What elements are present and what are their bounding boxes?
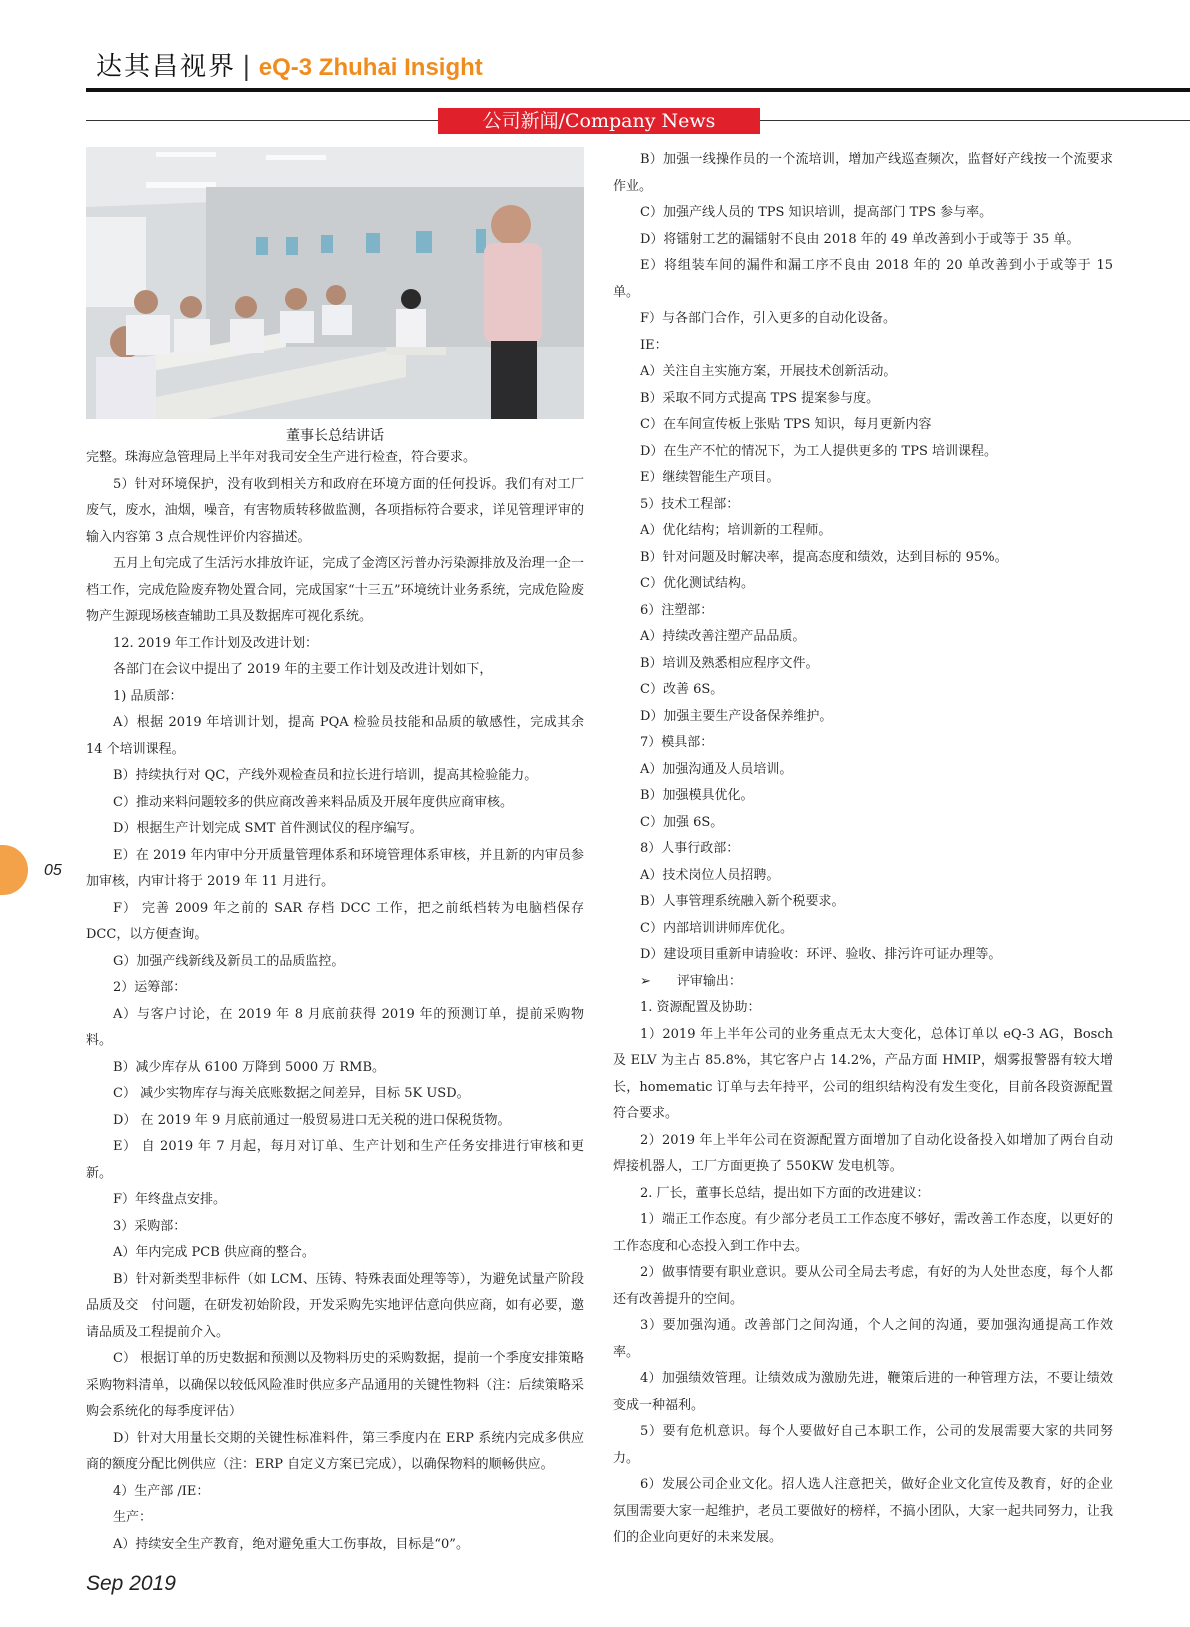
paragraph: B）加强一线操作员的一个流培训，增加产线巡查频次，监督好产线按一个流要求作业。 bbox=[613, 152, 1113, 194]
paragraph: 1）端正工作态度。有少部分老员工工作态度不够好，需改善工作态度，以更好的工作态度和心态投入到工作中去。 bbox=[613, 1212, 1113, 1254]
paragraph: A）技术岗位人员招聘。 bbox=[640, 867, 780, 883]
paragraph: A）持续安全生产教育，绝对避免重大工伤事故，目标是“0”。 bbox=[113, 1536, 469, 1552]
paragraph: B）持续执行对 QC，产线外观检查员和拉长进行培训，提高其检验能力。 bbox=[113, 768, 538, 783]
paragraph: B）减少库存从 6100 万降到 5000 万 RMB。 bbox=[113, 1059, 386, 1075]
paragraph: A）优化结构；培训新的工程师。 bbox=[640, 523, 832, 538]
paragraph: C） 减少实物库存与海关底账数据之间差异，目标 5K USD。 bbox=[113, 1086, 470, 1101]
header-rule bbox=[86, 88, 1190, 92]
paragraph: 生产： bbox=[113, 1510, 153, 1525]
paragraph: 3）要加强沟通。改善部门之间沟通，个人之间的沟通，要加强沟通提高工作效率。 bbox=[613, 1318, 1113, 1360]
paragraph: B）加强模具优化。 bbox=[640, 788, 754, 803]
paragraph: 五月上旬完成了生活污水排放许证，完成了金湾区污普办污染源排放及治理一企一档工作，完成危险废弃物处置合同，完成国家“十三五”环境统计业务系统，完成危险废物产生源现场核查辅助工具及数据库可视化系统。 bbox=[86, 556, 584, 624]
header-separator: | bbox=[242, 52, 253, 82]
paragraph: C）加强 6S。 bbox=[640, 814, 724, 830]
paragraph: E）继续智能生产项目。 bbox=[640, 470, 780, 485]
paragraph: D） 在 2019 年 9 月底前通过一般贸易进口无关税的进口保税货物。 bbox=[113, 1112, 511, 1128]
section-rule-left bbox=[86, 120, 438, 121]
magazine-header bbox=[96, 46, 483, 83]
paragraph: G）加强产线新线及新员工的品质监控。 bbox=[113, 953, 345, 969]
brand-en: eQ-3 Zhuhai Insight bbox=[258, 54, 483, 81]
page-number: 05 bbox=[44, 862, 62, 879]
paragraph: C）优化测试结构。 bbox=[640, 576, 754, 591]
paragraph: 2）2019 年上半年公司在资源配置方面增加了自动化设备投入如增加了两台自动焊接机器人，工厂方面更换了 550KW 发电机等。 bbox=[613, 1132, 1113, 1174]
paragraph: 6）注塑部： bbox=[640, 602, 714, 618]
paragraph: 2. 厂长，董事长总结，提出如下方面的改进建议： bbox=[640, 1185, 930, 1201]
paragraph: B）针对新类型非标件（如 LCM、压铸、特殊表面处理等等），为避免试量产阶段品质及交 付问题，在研发初始阶段，开发采购先实地评估意向供应商，如有必要，邀请品质及工程提前介入。 bbox=[86, 1271, 584, 1340]
paragraph: 4）加强绩效管理。让绩效成为激励先进，鞭策后进的一种管理方法，不要让绩效变成一种福利。 bbox=[613, 1371, 1113, 1413]
paragraph: D）加强主要生产设备保养维护。 bbox=[640, 708, 833, 724]
paragraph: B）人事管理系统融入新个税要求。 bbox=[640, 894, 845, 909]
paragraph: A）根据 2019 年培训计划，提高 PQA 检验员技能和品质的敏感性，完成其余 14 个培训课程。 bbox=[86, 715, 584, 757]
paragraph: E）在 2019 年内审中分开质量管理体系和环境管理体系审核，并且新的内审员参加审核，内审计将于 2019 年 11 月进行。 bbox=[86, 847, 584, 889]
paragraph: 1) 品质部： bbox=[113, 688, 183, 704]
paragraph: A）加强沟通及人员培训。 bbox=[640, 761, 793, 777]
paragraph: 5）技术工程部： bbox=[640, 496, 740, 512]
paragraph: A）持续改善注塑产品品质。 bbox=[640, 629, 806, 644]
section-rule-right bbox=[760, 120, 1190, 121]
paragraph: 1）2019 年上半年公司的业务重点无太大变化，总体订单以 eQ-3 AG，Bosch 及 ELV 为主占 85.8%，其它客户占 14.2%，产品方面 HMIP，烟雾报警器有较大增长，homematic 订单与去年持平，公司的组织结构没有发生变化，目前各段资源配置符合要求。 bbox=[613, 1026, 1113, 1121]
paragraph: D）根据生产计划完成 SMT 首件测试仪的程序编写。 bbox=[113, 821, 423, 836]
paragraph: B）采取不同方式提高 TPS 提案参与度。 bbox=[640, 390, 880, 406]
brand-cn: 达其昌视界 bbox=[96, 52, 237, 82]
paragraph: F） 完善 2009 年之前的 SAR 存档 DCC 工作，把之前纸档转为电脑档保存 DCC，以方便查询。 bbox=[86, 900, 584, 942]
paragraph: F）与各部门合作，引入更多的自动化设备。 bbox=[640, 311, 897, 326]
paragraph: 7）模具部： bbox=[640, 735, 714, 750]
paragraph: B）针对问题及时解决率，提高态度和绩效，达到目标的 95%。 bbox=[640, 549, 1008, 565]
meeting-photo bbox=[86, 147, 584, 419]
paragraph: C）推动来料问题较多的供应商改善来料品质及开展年度供应商审核。 bbox=[113, 794, 513, 810]
paragraph: 各部门在会议中提出了 2019 年的主要工作计划及改进计划如下， bbox=[113, 662, 493, 677]
page-tab-marker bbox=[0, 845, 28, 895]
paragraph: C）内部培训讲师库优化。 bbox=[640, 920, 793, 936]
paragraph: B）培训及熟悉相应程序文件。 bbox=[640, 655, 819, 671]
paragraph: E） 自 2019 年 7 月起，每月对订单、生产计划和生产任务安排进行审核和更新。 bbox=[86, 1139, 584, 1181]
paragraph: 3）采购部： bbox=[113, 1218, 187, 1234]
paragraph: 6）发展公司企业文化。招人选人注意把关，做好企业文化宣传及教育，好的企业氛围需要大家一起维护，老员工要做好的榜样，不搞小团队，大家一起共同努力，让我们的企业向更好的未来发展。 bbox=[613, 1477, 1113, 1545]
issue-date: Sep 2019 bbox=[86, 1572, 176, 1595]
paragraph: 4）生产部 /IE： bbox=[113, 1483, 210, 1499]
paragraph: C）改善 6S。 bbox=[640, 682, 724, 697]
paragraph: 12. 2019 年工作计划及改进计划： bbox=[113, 635, 319, 651]
paragraph: 完整。珠海应急管理局上半年对我司安全生产进行检查，符合要求。 bbox=[86, 450, 477, 465]
paragraph: IE： bbox=[640, 337, 668, 353]
paragraph: C）加强产线人员的 TPS 知识培训，提高部门 TPS 参与率。 bbox=[640, 205, 993, 220]
section-banner: 公司新闻/Company News bbox=[438, 108, 760, 134]
paragraph: 2）运筹部： bbox=[113, 980, 187, 995]
paragraph: A）年内完成 PCB 供应商的整合。 bbox=[113, 1245, 315, 1260]
paragraph: 5）要有危机意识。每个人要做好自己本职工作，公司的发展需要大家的共同努力。 bbox=[613, 1424, 1113, 1466]
right-column bbox=[613, 147, 1113, 1552]
paragraph: 1. 资源配置及协助： bbox=[640, 1000, 761, 1015]
paragraph: C）在车间宣传板上张贴 TPS 知识，每月更新内容 bbox=[640, 417, 932, 432]
paragraph: E）将组装车间的漏件和漏工序不良由 2018 年的 20 单改善到小于或等于 15 单。 bbox=[613, 258, 1113, 300]
paragraph: D）将镭射工艺的漏镭射不良由 2018 年的 49 单改善到小于或等于 35 单。 bbox=[640, 231, 1080, 247]
paragraph: C） 根据订单的历史数据和预测以及物料历史的采购数据，提前一个季度安排策略采购物料清单，以确保以较低风险准时供应多产品通用的关键性物料（注：后续策略采购会系统化的每季度评估） bbox=[86, 1351, 584, 1419]
paragraph: A）与客户讨论，在 2019 年 8 月底前获得 2019 年的预测订单，提前采购物料。 bbox=[86, 1006, 584, 1048]
paragraph: D）在生产不忙的情况下，为工人提供更多的 TPS 培训课程。 bbox=[640, 443, 998, 459]
paragraph: F）年终盘点安排。 bbox=[113, 1192, 227, 1207]
left-column bbox=[86, 445, 584, 1558]
paragraph: D）针对大用量长交期的关键性标准料件，第三季度内在 ERP 系统内完成多供应商的额度分配比例供应（注：ERP 自定义方案已完成），以确保物料的顺畅供应。 bbox=[86, 1430, 584, 1472]
photo-caption: 董事长总结讲话 bbox=[286, 428, 384, 444]
meeting-photo-illustration bbox=[86, 147, 584, 419]
paragraph: ➢ 评审输出： bbox=[640, 973, 742, 989]
paragraph: 5）针对环境保护，没有收到相关方和政府在环境方面的任何投诉。我们有对工厂废气，废水，油烟，噪音，有害物质转移做监测，各项指标符合要求，详见管理评审的输入内容第 3 点合规性评价内容描述。 bbox=[86, 476, 584, 545]
paragraph: A）关注自主实施方案，开展技术创新活动。 bbox=[640, 364, 897, 379]
paragraph: 8）人事行政部： bbox=[640, 841, 740, 856]
paragraph: D）建设项目重新申请验收：环评、验收、排污许可证办理等。 bbox=[640, 947, 1002, 962]
paragraph: 2）做事情要有职业意识。要从公司全局去考虑，有好的为人处世态度，每个人都还有改善提升的空间。 bbox=[613, 1265, 1113, 1307]
